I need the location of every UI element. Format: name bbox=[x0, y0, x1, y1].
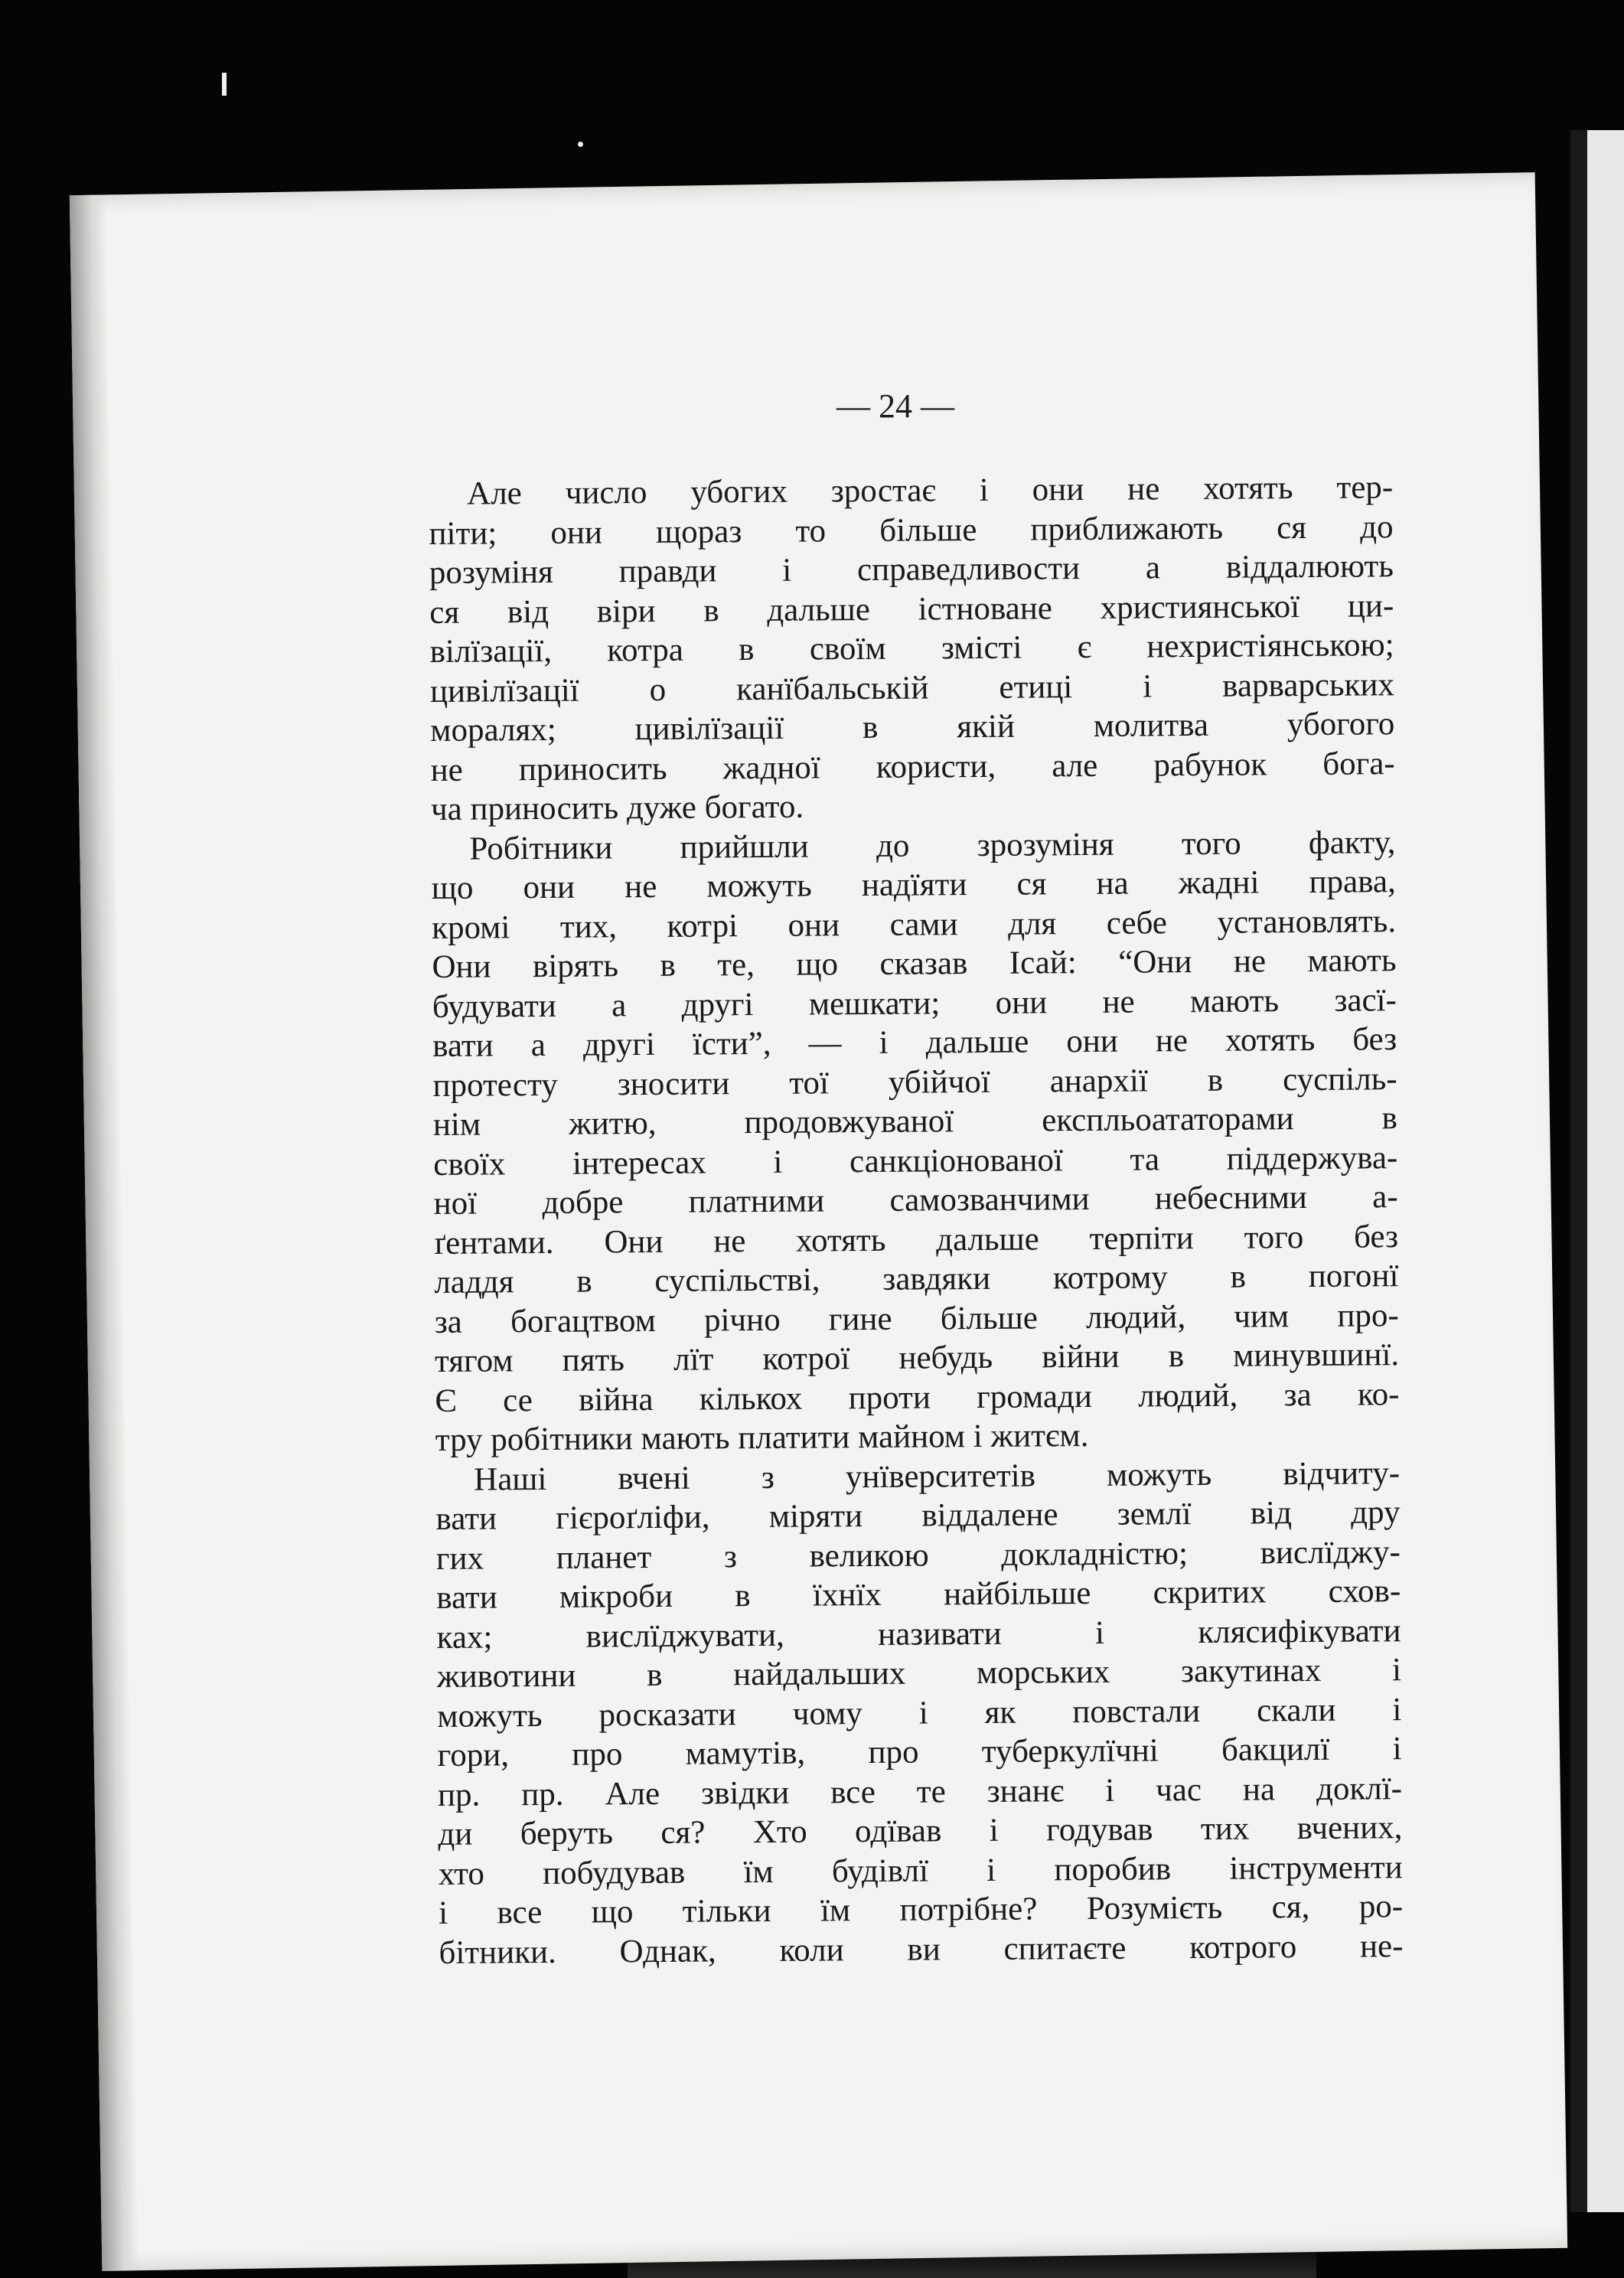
text-line: піти; они щораз то більше приближають ся до bbox=[429, 508, 1394, 552]
film-speck bbox=[578, 142, 583, 147]
text-line: що они не можуть надїяти ся на жадні права, bbox=[431, 863, 1396, 906]
text-line: можуть росказати чому і як повстали скали і bbox=[437, 1691, 1402, 1735]
text-line: протесту зносити тої убійчої анархії в суспіль- bbox=[432, 1060, 1397, 1104]
text-line: ках; вислїджувати, називати і клясифікувати bbox=[436, 1612, 1401, 1656]
page-binding-shadow bbox=[70, 194, 139, 2270]
paragraph bbox=[435, 1454, 1404, 1973]
text-line: вати мікроби в їхнїх найбільше скритих схов- bbox=[436, 1573, 1401, 1616]
text-line: Наші вчені з унїверситетів можуть відчиту- bbox=[474, 1454, 1401, 1498]
text-line: ча приносить дуже богато. bbox=[430, 788, 804, 827]
text-line: будувати а другі мешкати; они не мають засї- bbox=[432, 981, 1397, 1025]
text-line: тягом пять лїт котрої небудь війни в минувшинї. bbox=[434, 1336, 1400, 1379]
text-line: тру робітники мають платити майном і житєм. bbox=[435, 1418, 1089, 1458]
text-line: ної добре платними самозванчими небесними а- bbox=[433, 1179, 1398, 1222]
text-line: гих планет з великою докладністю; вислїджу- bbox=[435, 1533, 1401, 1577]
next-page-edge bbox=[1570, 130, 1624, 2212]
text-line: гори, про мамутів, про туберкулїчні бакцилї і bbox=[437, 1731, 1402, 1774]
text-line: ди беруть ся? Хто одївав і годував тих вчених, bbox=[438, 1810, 1403, 1852]
text-line: ґентами. Они не хотять дальше терпіти того без bbox=[433, 1218, 1399, 1261]
text-line: моралях; цивілїзації в якій молитва убогого bbox=[430, 706, 1395, 749]
text-line: за богацтвом річно гине більше людий, чим про- bbox=[434, 1297, 1399, 1340]
text-line: вілїзації, котра в своїм змісті є нехристіянською; bbox=[429, 627, 1394, 670]
paragraph bbox=[431, 823, 1400, 1460]
text-line: своїх інтересах і санкціонованої та піддержува- bbox=[433, 1139, 1398, 1183]
text-line: пр. пр. Але звідки все те знанє і час на доклї- bbox=[437, 1770, 1403, 1813]
text-line: вати а другі їсти”, — і дальше они не хотять без bbox=[432, 1021, 1397, 1064]
text-line: вати гієроґліфи, міряти віддалене землї від дру bbox=[435, 1494, 1401, 1537]
next-page-text-trace bbox=[628, 2243, 1316, 2278]
text-line: Они вірять в те, що сказав Ісай: “Они не мають bbox=[432, 942, 1397, 985]
body-text bbox=[429, 468, 1404, 1973]
text-line: кромі тих, котрі они сами для себе установлять. bbox=[431, 902, 1397, 946]
text-line: цивілїзації о канїбальській етиці і варварських bbox=[429, 666, 1395, 710]
text-line: хто побудував їм будівлї і поробив інструменти bbox=[438, 1849, 1403, 1892]
text-line: розуміня правди і справедливости а віддалюють bbox=[429, 548, 1394, 591]
text-line: ладдя в суспільстві, завдяки котрому в погонї bbox=[434, 1258, 1399, 1301]
text-line: нім житю, продовжуваної експльоататорами в bbox=[432, 1100, 1398, 1143]
text-line: бітники. Однак, коли ви спитаєте котрого не- bbox=[439, 1927, 1404, 1971]
paragraph bbox=[429, 468, 1395, 829]
text-line: Робітники прийшли до зрозуміня того факту, bbox=[469, 824, 1396, 867]
film-speck bbox=[222, 73, 227, 96]
text-line: Є се війна кількох проти громади людий, за ко- bbox=[435, 1376, 1400, 1419]
page-number: — 24 — bbox=[836, 387, 954, 425]
text-line: ся від віри в дальше істноване християнської ци- bbox=[429, 587, 1394, 631]
text-line: не приносить жадної користи, але рабунок бога- bbox=[430, 745, 1395, 788]
text-line: Але число убогих зростає і они не хотять тер- bbox=[467, 469, 1394, 512]
text-line: і все що тільки їм потрібне? Розумієть ся, ро- bbox=[438, 1888, 1404, 1931]
text-line: животини в найдальших морських закутинах і bbox=[436, 1652, 1402, 1695]
